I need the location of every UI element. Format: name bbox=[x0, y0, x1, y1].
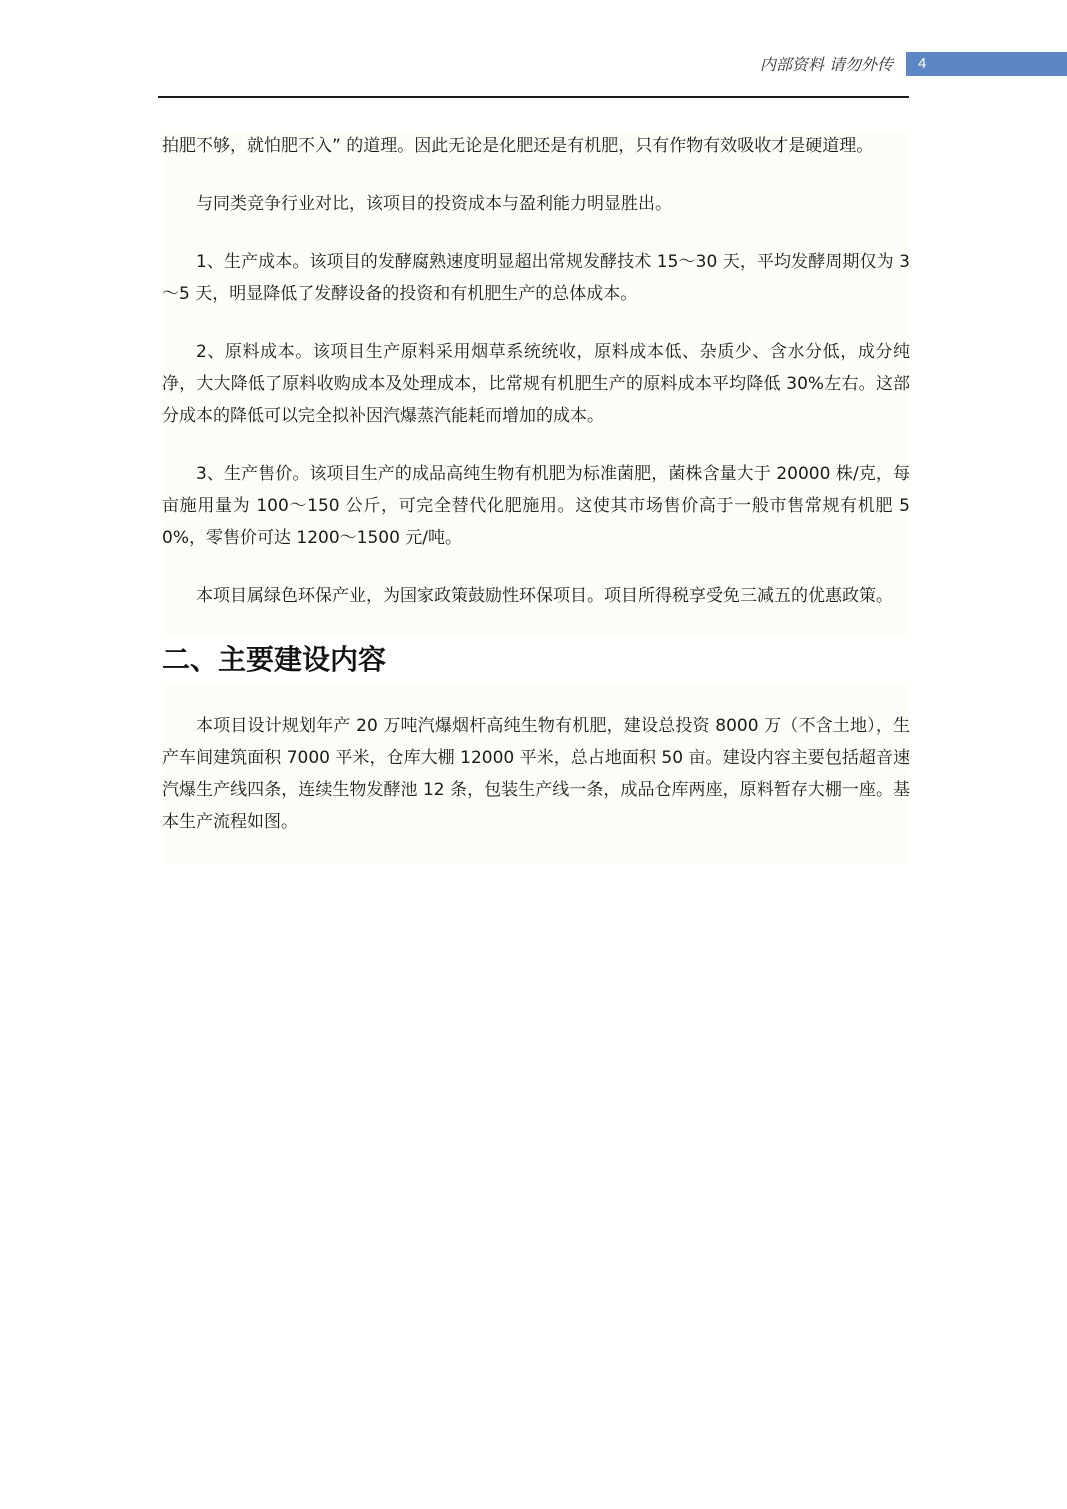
page-number-badge bbox=[906, 52, 1067, 76]
paragraph-production-cost: 1、生产成本。该项目的发酵腐熟速度明显超出常规发酵技术 15～30 天，平均发酵周期仅为 3～5 天，明显降低了发酵设备的投资和有机肥生产的总体成本。 bbox=[162, 252, 910, 304]
paragraph-comparison: 与同类竞争行业对比，该项目的投资成本与盈利能力明显胜出。 bbox=[196, 194, 672, 214]
document-body bbox=[162, 130, 910, 864]
header-divider bbox=[158, 96, 909, 98]
paragraph-continuation: 拍肥不够，就怕肥不入” 的道理。因此无论是化肥还是有机肥，只有作物有效吸收才是硬道理。 bbox=[162, 136, 874, 156]
page-number: 4 bbox=[918, 55, 927, 72]
paragraph-construction-content: 本项目设计规划年产 20 万吨汽爆烟杆高纯生物有机肥，建设总投资 8000 万（不含土地），生产车间建筑面积 7000 平米，仓库大棚 12000 平米，总占地面积 50 亩。建设内容主要包括超音速汽爆生产线四条，连续生物发酵池 12 条，包装生产线一条，成品仓库两座，原料暂存大棚一座。基本生产流程如图。 bbox=[162, 716, 910, 832]
section-heading: 二、主要建设内容 bbox=[162, 638, 910, 682]
paragraph-sale-price: 3、生产售价。该项目生产的成品高纯生物有机肥为标准菌肥，菌株含量大于 20000 株/克，每亩施用量为 100～150 公斤，可完全替代化肥施用。这使其市场售价高于一般市售常规有机肥 50%，零售价可达 1200～1500 元/吨。 bbox=[162, 464, 910, 548]
paragraph-policy: 本项目属绿色环保产业，为国家政策鼓励性环保项目。项目所得税享受免三减五的优惠政策。 bbox=[196, 586, 893, 606]
header-confidential-note: 内部资料 请勿外传 bbox=[759, 55, 893, 74]
paragraph-material-cost: 2、原料成本。该项目生产原料采用烟草系统统收，原料成本低、杂质少、含水分低，成分纯净，大大降低了原料收购成本及处理成本，比常规有机肥生产的原料成本平均降低 30%左右。这部分成本的降低可以完全拟补因汽爆蒸汽能耗而增加的成本。 bbox=[162, 342, 910, 426]
